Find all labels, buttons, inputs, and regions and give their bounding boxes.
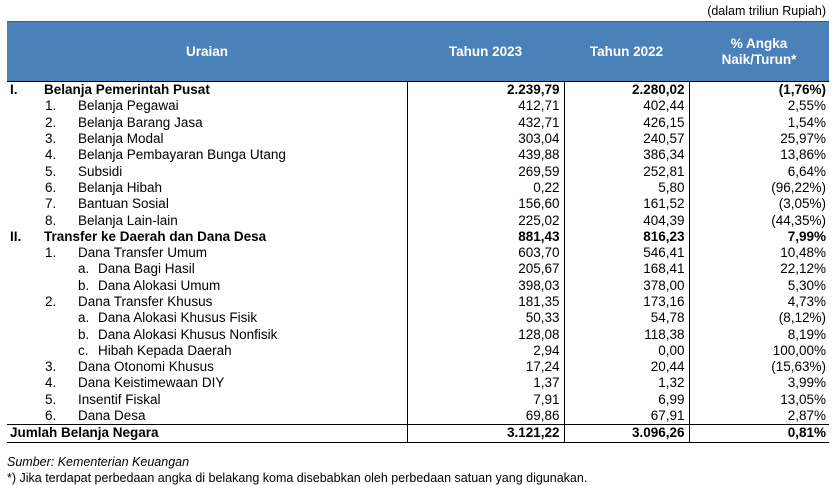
- pct-change: 7,99%: [689, 229, 829, 245]
- footnote: *) Jika terdapat perbedaan angka di belakang koma disebabkan oleh perbedaan satuan yang digunakan.: [7, 471, 588, 485]
- value-2022: 402,44: [564, 98, 689, 114]
- value-2023: 156,60: [407, 196, 564, 212]
- header-tahun-2022: [564, 22, 689, 82]
- value-2023: 225,02: [407, 212, 564, 228]
- value-2022: 173,16: [564, 294, 689, 310]
- unit-note: (dalam triliun Rupiah): [707, 4, 826, 18]
- value-2023: 269,59: [407, 163, 564, 179]
- row-label-cell: [7, 375, 407, 391]
- value-2023: 2,94: [407, 343, 564, 359]
- table-row: [7, 359, 829, 375]
- value-2023: 205,67: [407, 261, 564, 277]
- table-row: [7, 278, 829, 294]
- row-index: b.: [78, 326, 90, 342]
- row-label-cell: [7, 359, 407, 375]
- row-index: 2.: [45, 114, 57, 130]
- pct-change: 13,05%: [689, 392, 829, 408]
- row-label: Dana Alokasi Umum: [98, 277, 221, 293]
- value-2023: 303,04: [407, 131, 564, 147]
- pct-change: 2,55%: [689, 98, 829, 114]
- pct-change: 10,48%: [689, 245, 829, 261]
- row-label-cell: [7, 392, 407, 408]
- header-tahun-2022-label: Tahun 2022: [589, 43, 664, 59]
- row-label: Insentif Fiskal: [78, 391, 161, 407]
- row-index: c.: [78, 342, 89, 358]
- pct-change: 6,64%: [689, 163, 829, 179]
- table-row: [7, 115, 829, 131]
- value-2022: 161,52: [564, 196, 689, 212]
- row-label: Dana Transfer Umum: [78, 245, 208, 261]
- row-label: Belanja Modal: [78, 131, 164, 147]
- row-label-cell: [7, 229, 407, 245]
- pct-change: 5,30%: [689, 278, 829, 294]
- value-2022: 3.096,26: [564, 425, 689, 442]
- value-2023: 439,88: [407, 147, 564, 163]
- row-label: Hibah Kepada Daerah: [98, 342, 232, 358]
- table-row: [7, 294, 829, 310]
- value-2023: 881,43: [407, 229, 564, 245]
- value-2022: 546,41: [564, 245, 689, 261]
- table-row: [7, 98, 829, 114]
- value-2022: 426,15: [564, 115, 689, 131]
- row-index: I.: [10, 82, 18, 98]
- row-label: Belanja Pemerintah Pusat: [44, 82, 210, 98]
- table-row: [7, 131, 829, 147]
- table-row: [7, 196, 829, 212]
- value-2023: 50,33: [407, 310, 564, 326]
- row-label-cell: [7, 163, 407, 179]
- table-row: [7, 229, 829, 245]
- value-2022: 118,38: [564, 326, 689, 342]
- value-2022: 240,57: [564, 131, 689, 147]
- pct-change: 13,86%: [689, 147, 829, 163]
- value-2022: 404,39: [564, 212, 689, 228]
- pct-change: (1,76%): [689, 82, 829, 99]
- value-2023: 17,24: [407, 359, 564, 375]
- value-2022: 168,41: [564, 261, 689, 277]
- row-index: 1.: [45, 245, 57, 261]
- header-angka-naik-turun: [689, 22, 829, 82]
- row-index: 2.: [45, 294, 57, 309]
- row-label: Dana Desa: [78, 408, 146, 424]
- row-label-cell: [7, 261, 407, 277]
- row-index: 5.: [45, 163, 57, 179]
- header-tahun-2023-label: Tahun 2023: [448, 43, 523, 59]
- table-row: [7, 375, 829, 391]
- value-2023: 69,86: [407, 408, 564, 425]
- header-uraian-label: Uraian: [185, 43, 229, 59]
- value-2022: 386,34: [564, 147, 689, 163]
- value-2022: 2.280,02: [564, 82, 689, 99]
- row-label-cell: [7, 326, 407, 342]
- row-label: Dana Bagi Hasil: [98, 261, 195, 277]
- pct-change: 22,12%: [689, 261, 829, 277]
- table-row: [7, 82, 829, 99]
- table-row: [7, 163, 829, 179]
- row-label: Dana Transfer Khusus: [78, 294, 213, 309]
- table-row: [7, 147, 829, 163]
- row-label-cell: [7, 115, 407, 131]
- value-2023: 3.121,22: [407, 425, 564, 442]
- row-label-cell: [7, 425, 407, 442]
- row-index: 4.: [45, 375, 57, 391]
- table-row: [7, 310, 829, 326]
- header-angka-line1: % Angka: [730, 35, 788, 51]
- header-uraian: [7, 22, 407, 82]
- pct-change: (3,05%): [689, 196, 829, 212]
- source-note: Sumber: Kementerian Keuangan: [7, 455, 190, 469]
- pct-change: 0,81%: [689, 425, 829, 442]
- value-2023: 412,71: [407, 98, 564, 114]
- value-2022: 378,00: [564, 278, 689, 294]
- row-label-cell: [7, 245, 407, 261]
- value-2022: 816,23: [564, 229, 689, 245]
- row-label-cell: [7, 343, 407, 359]
- row-index: 5.: [45, 391, 57, 407]
- pct-change: 1,54%: [689, 115, 829, 131]
- row-label: Dana Otonomi Khusus: [78, 359, 214, 375]
- row-label: Belanja Pegawai: [78, 98, 179, 114]
- row-index: a.: [78, 261, 90, 277]
- row-label: Belanja Barang Jasa: [78, 114, 203, 130]
- row-index: II.: [10, 228, 22, 244]
- value-2023: 603,70: [407, 245, 564, 261]
- pct-change: 25,97%: [689, 131, 829, 147]
- value-2022: 1,32: [564, 375, 689, 391]
- table-row: [7, 408, 829, 425]
- row-index: 3.: [45, 359, 57, 375]
- row-index: 1.: [45, 98, 57, 114]
- row-label: Belanja Lain-lain: [78, 212, 178, 228]
- pct-change: 8,19%: [689, 326, 829, 342]
- row-label-cell: [7, 82, 407, 99]
- row-label: Subsidi: [78, 163, 123, 179]
- pct-change: (44,35%): [689, 212, 829, 228]
- table-row: [7, 392, 829, 408]
- budget-table: [7, 21, 829, 443]
- row-index: a.: [78, 310, 90, 326]
- row-index: 6.: [45, 179, 57, 195]
- row-label: Dana Keistimewaan DIY: [78, 375, 225, 391]
- row-label: Belanja Hibah: [78, 179, 163, 195]
- row-label: Belanja Pembayaran Bunga Utang: [78, 147, 286, 163]
- table-row: [7, 343, 829, 359]
- pct-change: 100,00%: [689, 343, 829, 359]
- table-row: [7, 326, 829, 342]
- value-2022: 252,81: [564, 163, 689, 179]
- header-angka-line2: Naik/Turun*: [721, 51, 797, 67]
- table-row: [7, 425, 829, 442]
- value-2023: 432,71: [407, 115, 564, 131]
- pct-change: (8,12%): [689, 310, 829, 326]
- row-label-cell: [7, 408, 407, 425]
- value-2023: 1,37: [407, 375, 564, 391]
- row-label-cell: [7, 131, 407, 147]
- row-index: 6.: [45, 408, 57, 424]
- row-index: 8.: [45, 212, 57, 228]
- row-label: Transfer ke Daerah dan Dana Desa: [44, 228, 267, 244]
- row-label-cell: [7, 294, 407, 310]
- value-2022: 67,91: [564, 408, 689, 425]
- pct-change: 2,87%: [689, 408, 829, 425]
- row-label-cell: [7, 98, 407, 114]
- row-label: Dana Alokasi Khusus Fisik: [98, 310, 258, 326]
- value-2023: 0,22: [407, 180, 564, 196]
- value-2022: 20,44: [564, 359, 689, 375]
- header-tahun-2023: [407, 22, 564, 82]
- value-2023: 2.239,79: [407, 82, 564, 99]
- value-2022: 54,78: [564, 310, 689, 326]
- pct-change: 3,99%: [689, 375, 829, 391]
- table-row: [7, 261, 829, 277]
- row-label-cell: [7, 278, 407, 294]
- row-label: Bantuan Sosial: [78, 196, 169, 212]
- row-index: 3.: [45, 131, 57, 147]
- table-row: [7, 245, 829, 261]
- value-2023: 7,91: [407, 392, 564, 408]
- row-index: 4.: [45, 147, 57, 163]
- value-2023: 181,35: [407, 294, 564, 310]
- row-index: 7.: [45, 196, 57, 212]
- pct-change: 4,73%: [689, 294, 829, 310]
- value-2022: 5,80: [564, 180, 689, 196]
- value-2023: 398,03: [407, 278, 564, 294]
- row-index: b.: [78, 277, 90, 293]
- row-label-cell: [7, 196, 407, 212]
- value-2022: 0,00: [564, 343, 689, 359]
- row-label-cell: [7, 212, 407, 228]
- value-2022: 6,99: [564, 392, 689, 408]
- row-label: Jumlah Belanja Negara: [10, 425, 159, 441]
- table-row: [7, 212, 829, 228]
- pct-change: (15,63%): [689, 359, 829, 375]
- value-2023: 128,08: [407, 326, 564, 342]
- table-header-row: [7, 22, 829, 82]
- pct-change: (96,22%): [689, 180, 829, 196]
- row-label-cell: [7, 147, 407, 163]
- row-label-cell: [7, 180, 407, 196]
- table-row: [7, 180, 829, 196]
- row-label: Dana Alokasi Khusus Nonfisik: [98, 326, 278, 342]
- row-label-cell: [7, 310, 407, 326]
